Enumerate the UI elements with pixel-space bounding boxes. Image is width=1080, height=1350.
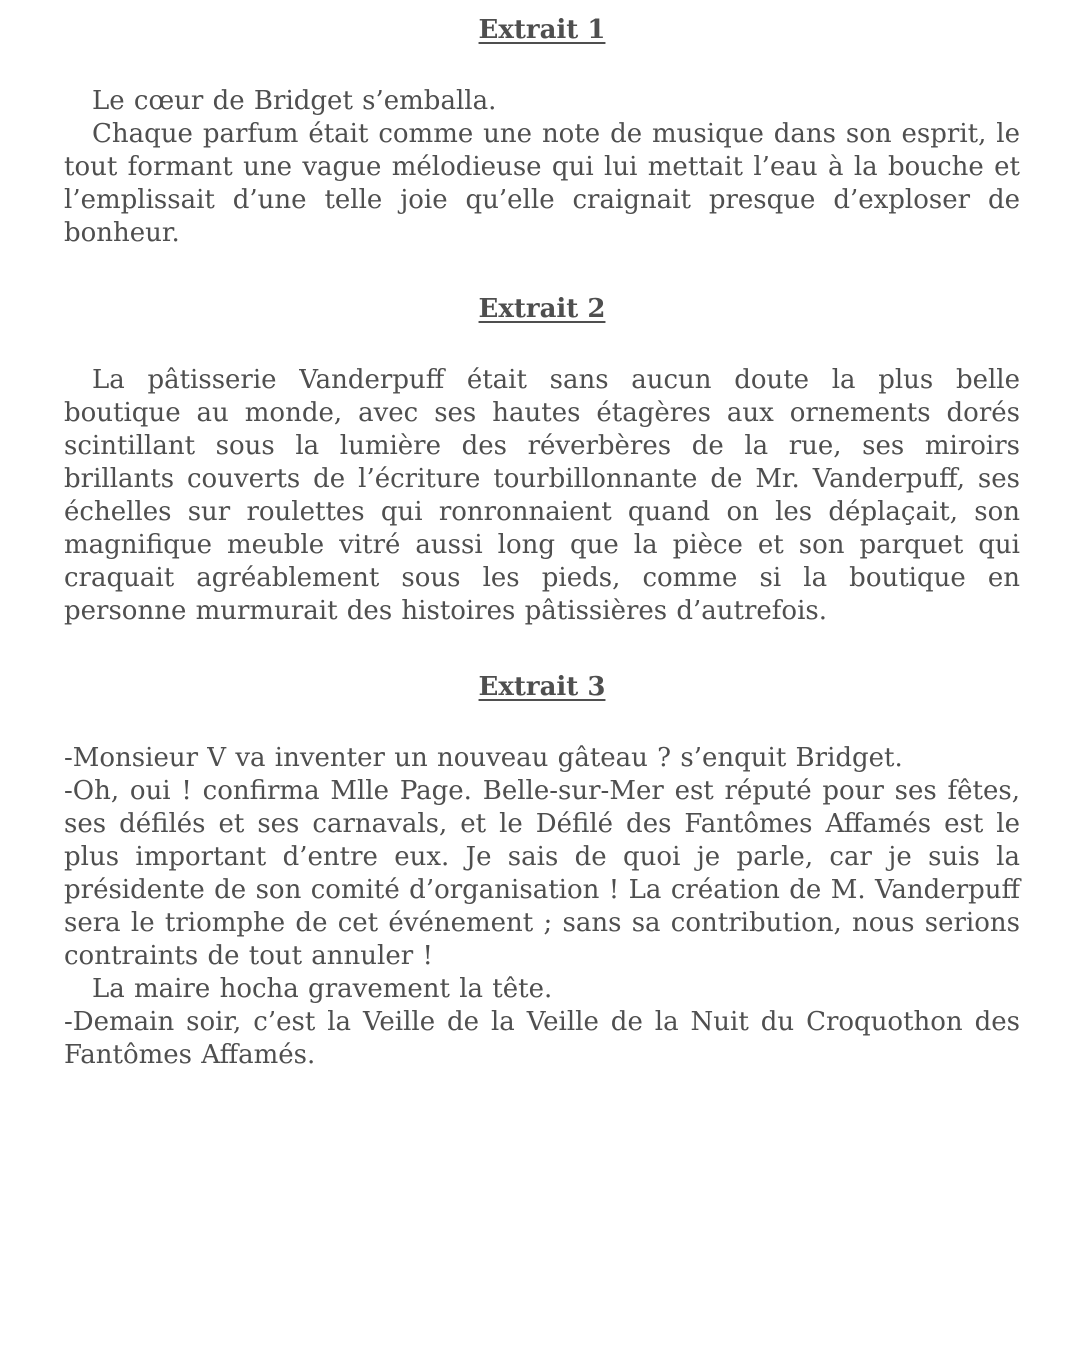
section-extrait-1 <box>64 14 1020 250</box>
paragraph: -Demain soir, c’est la Veille de la Veille de la Nuit du Croquothon des Fantômes Affamés. <box>64 1007 1020 1070</box>
paragraph: La pâtisserie Vanderpuff était sans aucun doute la plus belle boutique au monde, avec ses hautes étagères aux ornements dorés scintillant sous la lumière des réverbères de la rue, ses miroirs brillants couverts de l’écriture tourbillonnante de Mr. Vanderpuff, ses échelles sur roulettes qui ronronnaient quand on les déplaçait, son magnifique meuble vitré aussi long que la pièce et son parquet qui craquait agréablement sous les pieds, comme si la boutique en personne murmurait des histoires pâtissières d’autrefois. <box>64 365 1020 626</box>
section-heading: Extrait 3 <box>478 672 606 702</box>
paragraph: La maire hocha gravement la tête. <box>92 974 553 1004</box>
paragraph: -Oh, oui ! confirma Mlle Page. Belle-sur-Mer est réputé pour ses fêtes, ses défilés et ses carnavals, et le Défilé des Fantômes Affamés est le plus important d’entre eux. Je sais de quoi je parle, car je suis la présidente de son comité d’organisation ! La création de M. Vanderpuff sera le triomphe de cet événement ; sans sa contribution, nous serions contraints de tout annuler ! <box>64 776 1020 971</box>
paragraph: Le cœur de Bridget s’emballa. <box>92 86 497 116</box>
paragraph: -Monsieur V va inventer un nouveau gâteau ? s’enquit Bridget. <box>64 743 903 773</box>
section-extrait-3 <box>64 671 1020 1072</box>
section-heading: Extrait 1 <box>478 15 606 45</box>
section-extrait-2 <box>64 293 1020 628</box>
paragraph: Chaque parfum était comme une note de musique dans son esprit, le tout formant une vague mélodieuse qui lui mettait l’eau à la bouche et l’emplissait d’une telle joie qu’elle craignait presque d’exploser de bonheur. <box>64 119 1020 248</box>
section-heading: Extrait 2 <box>478 294 606 324</box>
